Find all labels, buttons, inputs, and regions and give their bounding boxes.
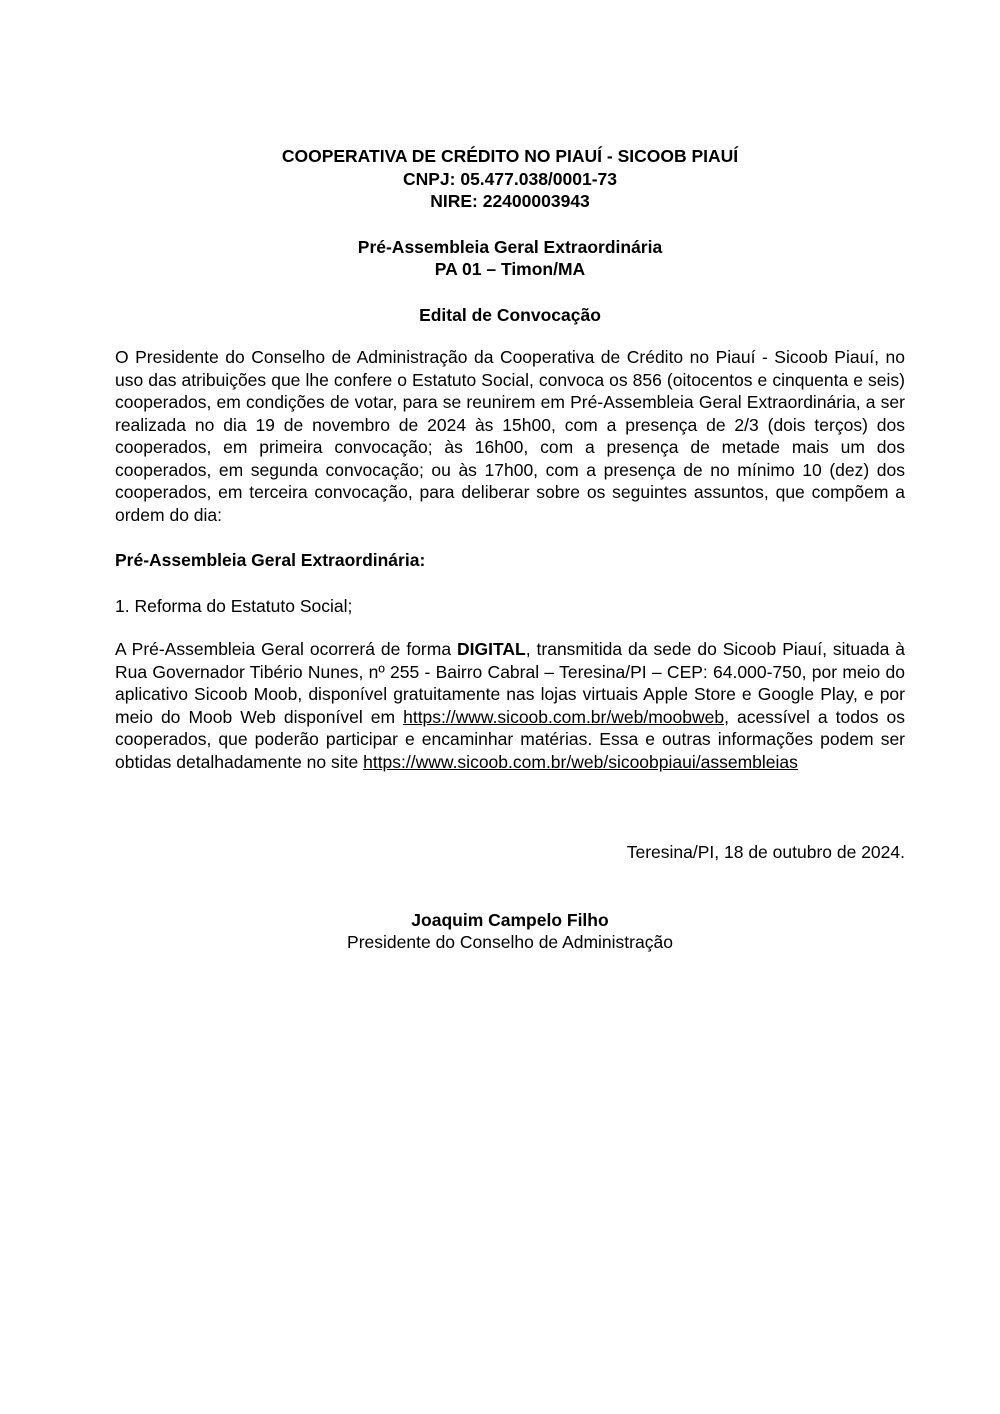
paragraph-convocation: O Presidente do Conselho de Administração da Cooperativa de Crédito no Piauí - Sicoob Piauí, no uso das atribuições que lhe confere o Estatuto Social, convoca os 856 (oitocentos e cinquenta e seis) cooperados, em condições de votar, para se reunirem em Pré-Assembleia Geral Extraordinária, a ser realizada no dia 19 de novembro de 2024 às 15h00, com a presença de 2/3 (dois terços) dos cooperados, em primeira convocação; às 16h00, com a presença de metade mais um dos cooperados, em segunda convocação; ou às 17h00, com a presença de no mínimo 10 (dez) dos cooperados, em terceira convocação, para deliberar sobre os seguintes assuntos, que compõem a ordem do dia: [115,347,905,525]
moobweb-link[interactable]: https://www.sicoob.com.br/web/moobweb [403,706,725,727]
paragraph-digital-part3: , acessível a todos os cooperados, que poderão participar e encaminhar matérias. Essa e outras informações podem ser obtidas detalhadamente no site [115,706,905,772]
document-header [115,145,905,213]
paragraph-digital-part1: A Pré-Assembleia Geral ocorrerá de forma [115,639,458,659]
digital-emphasis: DIGITAL [457,639,526,659]
paragraph-digital-info [115,638,905,773]
signature-name: Joaquim Campelo Filho [411,909,609,930]
signature-block [115,909,905,954]
cnpj-line: CNPJ: 05.477.038/0001-73 [402,168,618,189]
signature-title: Presidente do Conselho de Administração [347,932,673,952]
document-title: Edital de Convocação [419,304,601,325]
nire-line: NIRE: 22400003943 [430,191,590,211]
assembleias-link[interactable]: https://www.sicoob.com.br/web/sicoobpiaui/assembleias [363,751,798,772]
paragraph-digital-part2: , transmitida da sede do Sicoob Piauí, situada à Rua Governador Tibério Nunes, nº 255 - Bairro Cabral – Teresina/PI – CEP: 64.000-750, por meio do aplicativo Sicoob Moob, disponível gratuitamente nas lojas virtuais Apple Store e Google Play, e por meio do Moob Web disponível em [115,639,905,727]
date-line: Teresina/PI, 18 de outubro de 2024. [626,842,905,862]
meeting-title-block [115,236,905,281]
org-name: COOPERATIVA DE CRÉDITO NO PIAUÍ - SICOOB PIAUÍ [281,146,739,166]
agenda-item-1: 1. Reforma do Estatuto Social; [115,595,353,616]
meeting-title-line2: PA 01 – Timon/MA [434,259,586,279]
meeting-title-line1: Pré-Assembleia Geral Extraordinária [357,236,663,257]
section-heading: Pré-Assembleia Geral Extraordinária: [115,550,426,570]
